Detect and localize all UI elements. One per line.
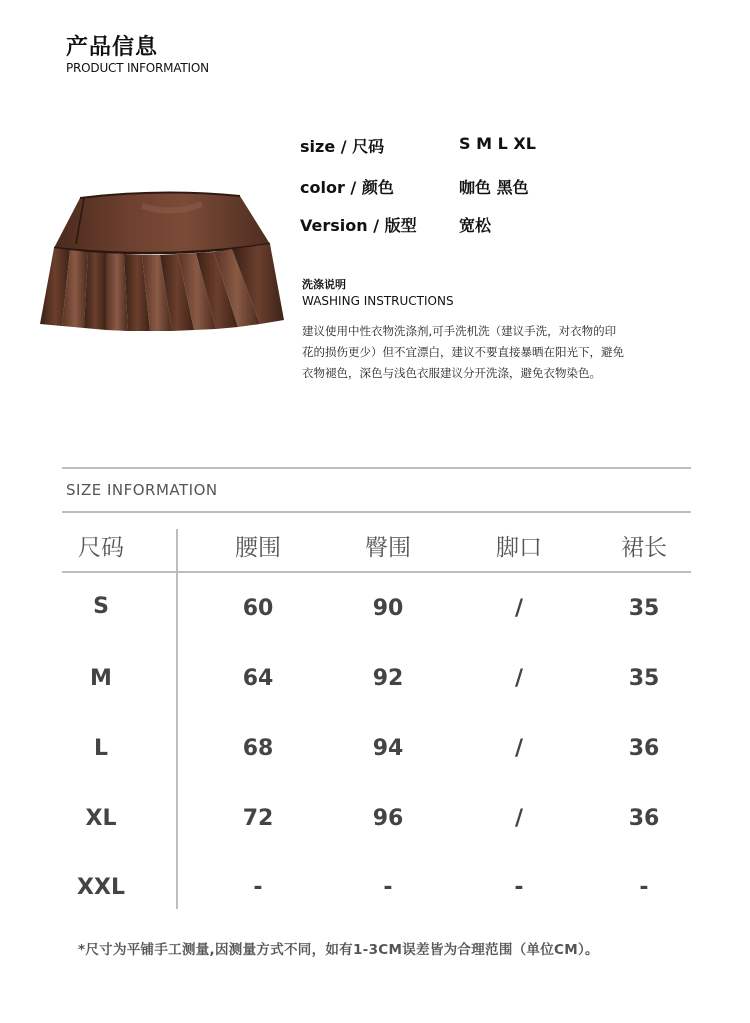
size-section-title: SIZE INFORMATION: [66, 481, 218, 499]
row-size: XXL: [77, 875, 125, 900]
row-hem: /: [514, 596, 524, 621]
spec-size-label: size / 尺码: [300, 137, 385, 156]
row-hem: -: [514, 875, 524, 900]
row-waist: 72: [242, 806, 274, 831]
header-size: 尺码: [78, 535, 124, 561]
spec-version-label: Version / 版型: [300, 216, 417, 235]
page-subtitle: PRODUCT INFORMATION: [66, 61, 209, 75]
row-hip: 92: [372, 666, 404, 691]
row-size: M: [90, 666, 112, 691]
washing-line: 衣物褪色，深色与浅色衣服建议分开洗涤，避免衣物染色。: [302, 366, 601, 380]
row-hip: 94: [372, 736, 404, 761]
measurement-note: *尺寸为平铺手工测量,因测量方式不同，如有1-3CM误差皆为合理范围（单位CM）。: [78, 942, 599, 958]
row-hem: /: [514, 806, 524, 831]
row-hem: /: [514, 666, 524, 691]
row-hip: 90: [372, 596, 404, 621]
divider: [62, 511, 691, 513]
pleated-skirt-image: [32, 186, 294, 332]
row-length: 36: [628, 806, 660, 831]
row-size: L: [93, 736, 109, 761]
row-waist: 60: [242, 596, 274, 621]
header-hip: 臀围: [365, 535, 411, 561]
row-waist: -: [253, 875, 263, 900]
row-size: XL: [85, 806, 117, 831]
page-title: 产品信息: [66, 35, 159, 60]
header-length: 裙长: [621, 535, 667, 561]
divider: [62, 571, 691, 573]
spec-color-value: 咖色 黑色: [459, 178, 529, 197]
header-waist: 腰围: [235, 535, 281, 561]
spec-color-label: color / 颜色: [300, 178, 394, 197]
row-length: 35: [628, 596, 660, 621]
row-hip: -: [383, 875, 393, 900]
washing-line: 建议使用中性衣物洗涤剂,可手洗机洗（建议手洗，对衣物的印: [302, 324, 617, 338]
row-length: 35: [628, 666, 660, 691]
row-waist: 64: [242, 666, 274, 691]
washing-instructions: [302, 321, 680, 384]
row-size: S: [93, 594, 109, 619]
spec-color: [300, 175, 720, 201]
spec-version: [300, 213, 720, 239]
row-length: -: [639, 875, 649, 900]
spec-version-value: 宽松: [459, 216, 492, 235]
row-hip: 96: [372, 806, 404, 831]
spec-size: [300, 134, 720, 160]
washing-title-cn: 洗涤说明: [302, 278, 346, 291]
row-hem: /: [514, 736, 524, 761]
row-length: 36: [628, 736, 660, 761]
washing-title-en: WASHING INSTRUCTIONS: [302, 294, 454, 308]
washing-line: 花的损伤更少）但不宜漂白，建议不要直接暴晒在阳光下，避免: [302, 345, 624, 359]
divider: [62, 467, 691, 469]
table-column-divider: [176, 529, 178, 909]
row-waist: 68: [242, 736, 274, 761]
spec-size-value: S M L XL: [459, 134, 536, 153]
header-hem: 脚口: [496, 535, 542, 561]
